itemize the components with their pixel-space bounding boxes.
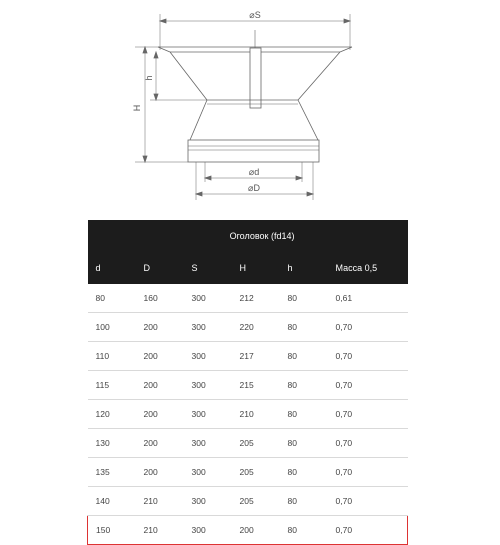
table-row (88, 487, 408, 516)
table-cell: 135 (88, 458, 136, 487)
table-cell: 220 (232, 313, 280, 342)
table-row (88, 429, 408, 458)
table-cell: 140 (88, 487, 136, 516)
table-cell: 210 (232, 400, 280, 429)
dim-label-d: ⌀d (248, 167, 260, 177)
table-cell: 200 (136, 429, 184, 458)
column-header: Масса 0,5 (328, 251, 408, 284)
table-cell: 160 (136, 284, 184, 313)
table-cell: 150 (88, 516, 136, 545)
column-header: H (232, 251, 280, 284)
table-cell: 80 (280, 342, 328, 371)
table-cell: 215 (232, 371, 280, 400)
table-row (88, 400, 408, 429)
table-cell: 100 (88, 313, 136, 342)
table-header-row (88, 251, 408, 284)
table-cell: 205 (232, 487, 280, 516)
table-title: Оголовок (fd14) (88, 220, 408, 251)
table-cell: 80 (280, 400, 328, 429)
table-cell: 210 (136, 487, 184, 516)
spec-table-container (87, 220, 407, 545)
table-cell: 300 (184, 313, 232, 342)
table-row (88, 313, 408, 342)
table-cell: 80 (280, 313, 328, 342)
column-header: D (136, 251, 184, 284)
table-cell: 300 (184, 342, 232, 371)
table-cell: 80 (280, 516, 328, 545)
spec-table (87, 220, 408, 545)
table-cell: 300 (184, 429, 232, 458)
table-cell: 205 (232, 429, 280, 458)
table-cell: 300 (184, 400, 232, 429)
dim-label-h-small: h (144, 75, 154, 81)
table-cell: 200 (136, 400, 184, 429)
table-row (88, 284, 408, 313)
table-cell: 0,70 (328, 342, 408, 371)
table-cell: 205 (232, 458, 280, 487)
table-title-row (88, 220, 408, 251)
dim-label-h-total: H (132, 104, 142, 112)
table-cell: 0,61 (328, 284, 408, 313)
table-cell: 80 (280, 429, 328, 458)
table-cell: 80 (280, 487, 328, 516)
column-header: h (280, 251, 328, 284)
table-cell: 80 (280, 284, 328, 313)
table-cell: 80 (280, 458, 328, 487)
table-cell: 300 (184, 284, 232, 313)
table-cell: 300 (184, 458, 232, 487)
table-cell: 0,70 (328, 429, 408, 458)
cap-drawing-svg (0, 0, 500, 215)
table-cell: 115 (88, 371, 136, 400)
table-cell: 200 (232, 516, 280, 545)
dim-label-s: ⌀S (249, 10, 261, 20)
dim-label-d-outer: ⌀D (248, 183, 260, 193)
column-header: S (184, 251, 232, 284)
table-row (88, 458, 408, 487)
table-cell: 130 (88, 429, 136, 458)
table-cell: 110 (88, 342, 136, 371)
table-cell: 0,70 (328, 458, 408, 487)
table-cell: 200 (136, 371, 184, 400)
table-cell: 0,70 (328, 516, 408, 545)
table-cell: 300 (184, 371, 232, 400)
table-cell: 300 (184, 487, 232, 516)
column-header: d (88, 251, 136, 284)
table-row-highlighted (88, 516, 408, 545)
table-row (88, 342, 408, 371)
table-row (88, 371, 408, 400)
table-cell: 217 (232, 342, 280, 371)
table-cell: 200 (136, 342, 184, 371)
table-cell: 0,70 (328, 400, 408, 429)
table-cell: 0,70 (328, 313, 408, 342)
table-cell: 300 (184, 516, 232, 545)
table-cell: 210 (136, 516, 184, 545)
table-cell: 0,70 (328, 371, 408, 400)
table-cell: 0,70 (328, 487, 408, 516)
technical-drawing (0, 0, 500, 215)
table-cell: 80 (280, 371, 328, 400)
table-cell: 80 (88, 284, 136, 313)
table-cell: 212 (232, 284, 280, 313)
table-cell: 200 (136, 313, 184, 342)
table-cell: 120 (88, 400, 136, 429)
table-cell: 200 (136, 458, 184, 487)
